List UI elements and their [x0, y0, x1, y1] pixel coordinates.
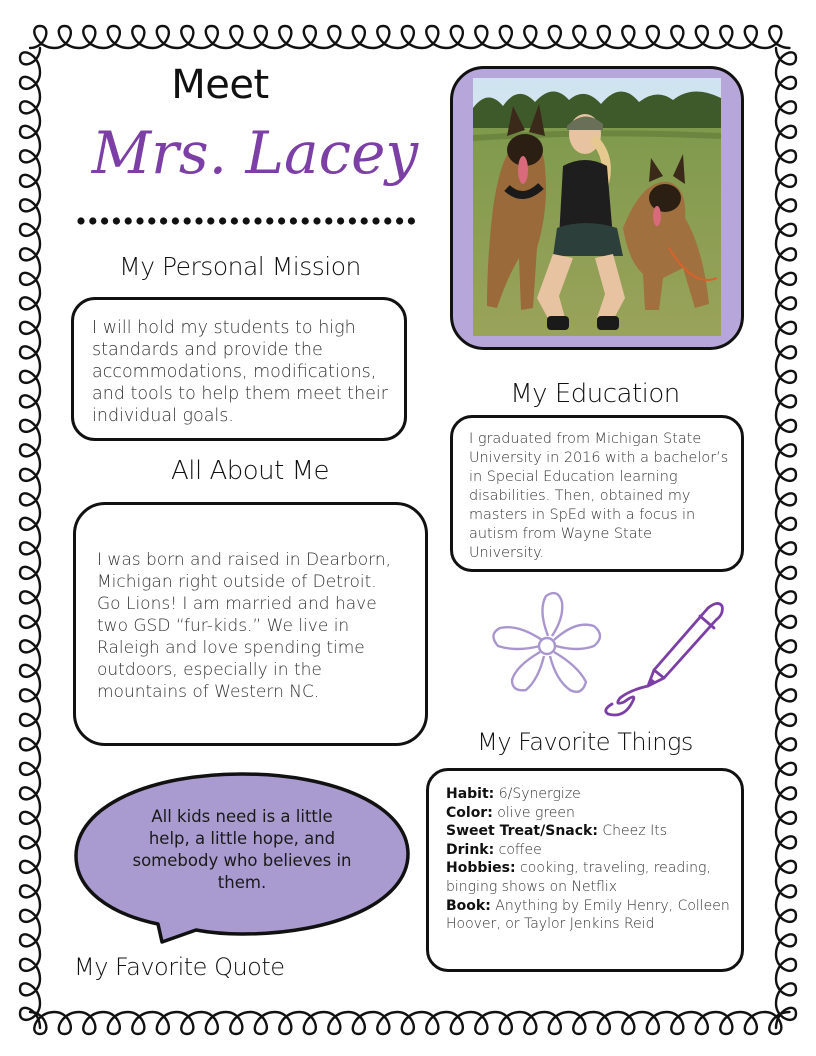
photo-frame [450, 66, 744, 350]
favorite-item [446, 822, 731, 841]
quote-text: All kids need is a little help, a little hope, and somebody who believes in them. [132, 807, 352, 892]
favorite-label: Drink: [446, 841, 495, 858]
quote-heading: My Favorite Quote [74, 953, 285, 981]
education-box [450, 415, 744, 572]
meet-heading: Meet [171, 62, 269, 108]
teacher-photo [473, 78, 721, 336]
favorite-label: Sweet Treat/Snack: [446, 823, 598, 840]
favorite-value: cooking, traveling, reading, binging shows on Netflix [446, 860, 711, 895]
favorite-item [446, 859, 731, 896]
favorites-heading: My Favorite Things [477, 728, 693, 756]
favorite-value: 6/Synergize [494, 786, 581, 802]
about-text: I was born and raised in Dearborn, Michigan right outside of Detroit. Go Lions! I am married and have two GSD “fur-kids.” We live in Raleigh and love spending time outdoors, especially in the mountains of Western NC. [97, 550, 392, 702]
favorite-label: Color: [446, 804, 493, 821]
mission-heading: My Personal Mission [119, 252, 361, 281]
about-heading: All About Me [170, 456, 330, 486]
favorite-value: coffee [494, 841, 542, 858]
favorite-item [446, 804, 731, 823]
education-heading: My Education [510, 379, 680, 409]
favorite-label: Habit: [446, 786, 495, 802]
favorite-value: Anything by Emily Henry, Colleen Hoover, or Taylor Jenkins Reid [446, 897, 730, 933]
flower-doodle-icon [486, 590, 610, 700]
favorite-value: olive green [492, 804, 575, 821]
favorite-value: Cheez Its [597, 823, 667, 840]
favorites-list [446, 785, 731, 934]
mission-text: I will hold my students to high standards and provide the accommodations, modifications, and tools to help them meet their individual goals. [92, 318, 388, 426]
dotted-divider [75, 213, 425, 229]
teacher-name: Mrs. Lacey [91, 119, 419, 187]
education-text: I graduated from Michigan State University in 2016 with a bachelor’s in Special Education learning disabilities. Then, obtained my masters in SpEd with a focus in autism from Wayne State University. [469, 431, 729, 561]
mission-box [71, 297, 407, 441]
favorite-item [446, 841, 731, 860]
pencil-doodle-icon [600, 594, 730, 724]
favorite-item [446, 785, 731, 804]
favorite-item [446, 897, 731, 934]
favorite-label: Hobbies: [446, 860, 516, 877]
about-box [73, 502, 428, 746]
favorites-box [426, 768, 744, 972]
favorite-label: Book: [446, 897, 491, 914]
